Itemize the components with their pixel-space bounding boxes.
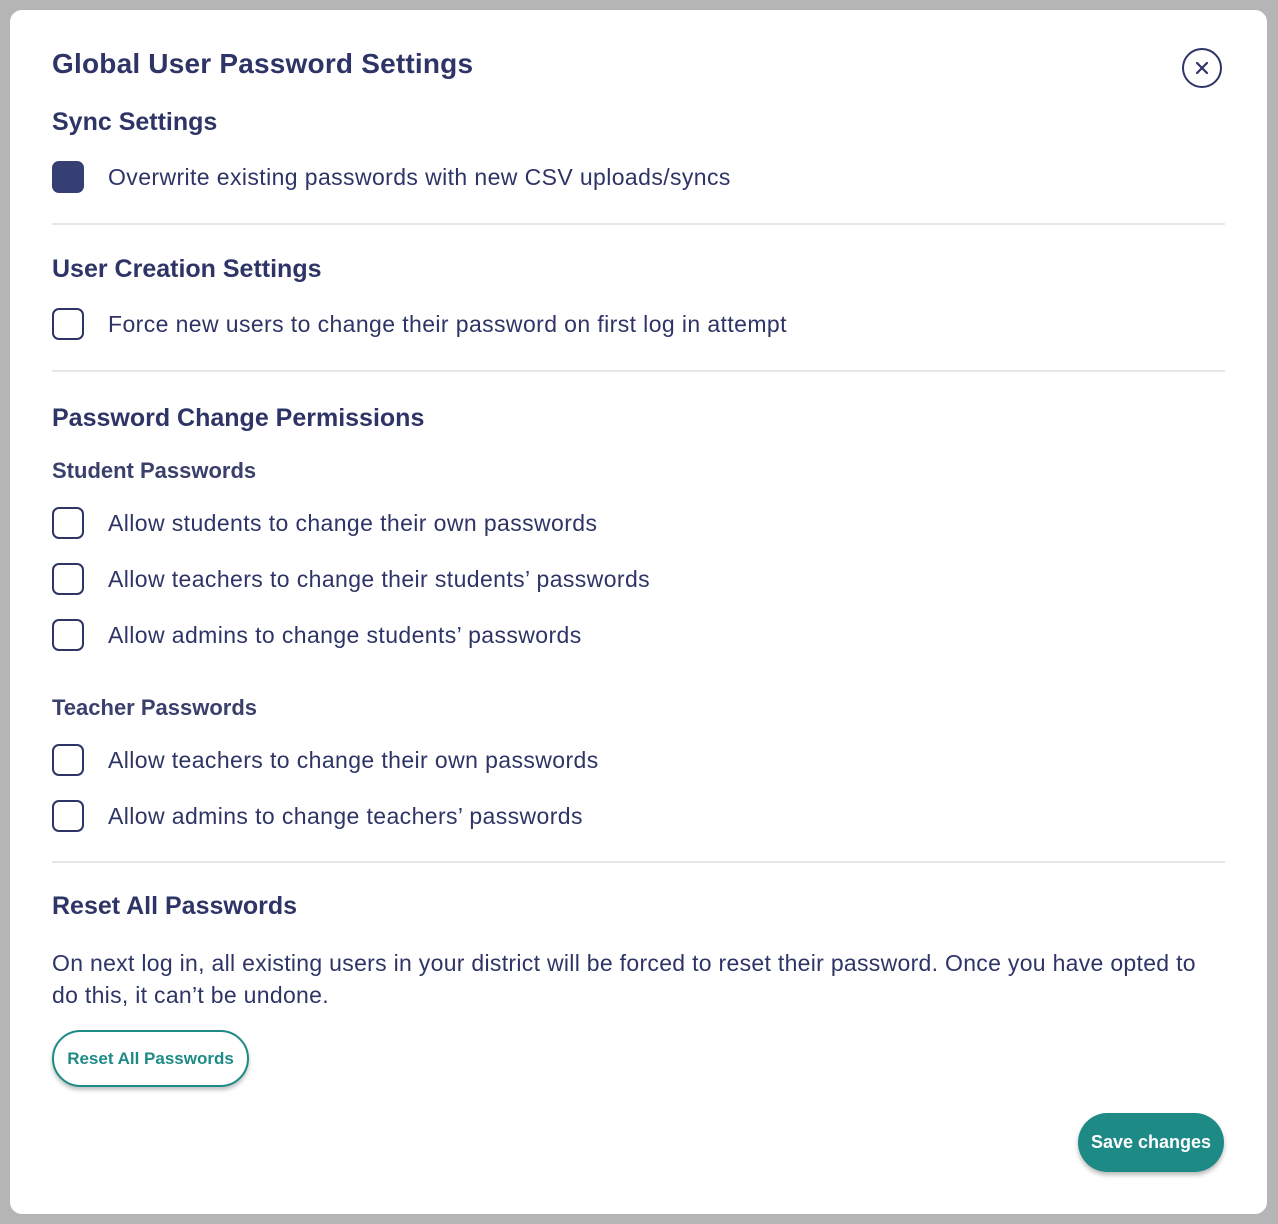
students-own-passwords-checkbox[interactable] xyxy=(52,507,84,539)
password-permissions-heading: Password Change Permissions xyxy=(52,404,425,432)
force-password-change-label: Force new users to change their password on first log in attempt xyxy=(108,310,787,337)
close-icon xyxy=(1195,61,1209,75)
students-own-passwords-label: Allow students to change their own passwords xyxy=(108,509,598,536)
modal-title: Global User Password Settings xyxy=(52,48,474,79)
admins-teacher-passwords-option[interactable] xyxy=(52,800,583,832)
teachers-own-passwords-checkbox[interactable] xyxy=(52,744,84,776)
force-password-change-option[interactable] xyxy=(52,308,787,340)
sync-settings-heading: Sync Settings xyxy=(52,108,218,136)
force-password-change-checkbox[interactable] xyxy=(52,308,84,340)
password-settings-modal xyxy=(10,10,1267,1214)
divider xyxy=(52,223,1225,225)
admins-student-passwords-option[interactable] xyxy=(52,619,582,651)
overwrite-passwords-option[interactable] xyxy=(52,161,731,193)
teacher-passwords-subheading: Teacher Passwords xyxy=(52,695,258,720)
teachers-student-passwords-label: Allow teachers to change their students’ passwords xyxy=(108,565,651,592)
user-creation-heading: User Creation Settings xyxy=(52,255,322,283)
admins-teacher-passwords-checkbox[interactable] xyxy=(52,800,84,832)
divider xyxy=(52,861,1225,863)
teachers-student-passwords-checkbox[interactable] xyxy=(52,563,84,595)
teachers-own-passwords-option[interactable] xyxy=(52,744,599,776)
overwrite-passwords-label: Overwrite existing passwords with new CSV uploads/syncs xyxy=(108,163,731,190)
admins-teacher-passwords-label: Allow admins to change teachers’ passwords xyxy=(108,802,583,829)
overwrite-passwords-checkbox[interactable] xyxy=(52,161,84,193)
student-passwords-subheading: Student Passwords xyxy=(52,458,257,483)
divider xyxy=(52,370,1225,372)
reset-passwords-description: On next log in, all existing users in your district will be forced to reset their password. Once you have opted to do this, it can’t be undone. xyxy=(52,950,1196,1008)
teachers-own-passwords-label: Allow teachers to change their own passwords xyxy=(108,746,599,773)
students-own-passwords-option[interactable] xyxy=(52,507,597,539)
reset-all-passwords-button[interactable]: Reset All Passwords xyxy=(52,1030,249,1087)
save-changes-button[interactable]: Save changes xyxy=(1078,1113,1224,1172)
admins-student-passwords-checkbox[interactable] xyxy=(52,619,84,651)
admins-student-passwords-label: Allow admins to change students’ passwords xyxy=(108,621,582,648)
teachers-student-passwords-option[interactable] xyxy=(52,563,650,595)
close-button[interactable] xyxy=(1182,48,1222,88)
reset-passwords-heading: Reset All Passwords xyxy=(52,892,298,920)
